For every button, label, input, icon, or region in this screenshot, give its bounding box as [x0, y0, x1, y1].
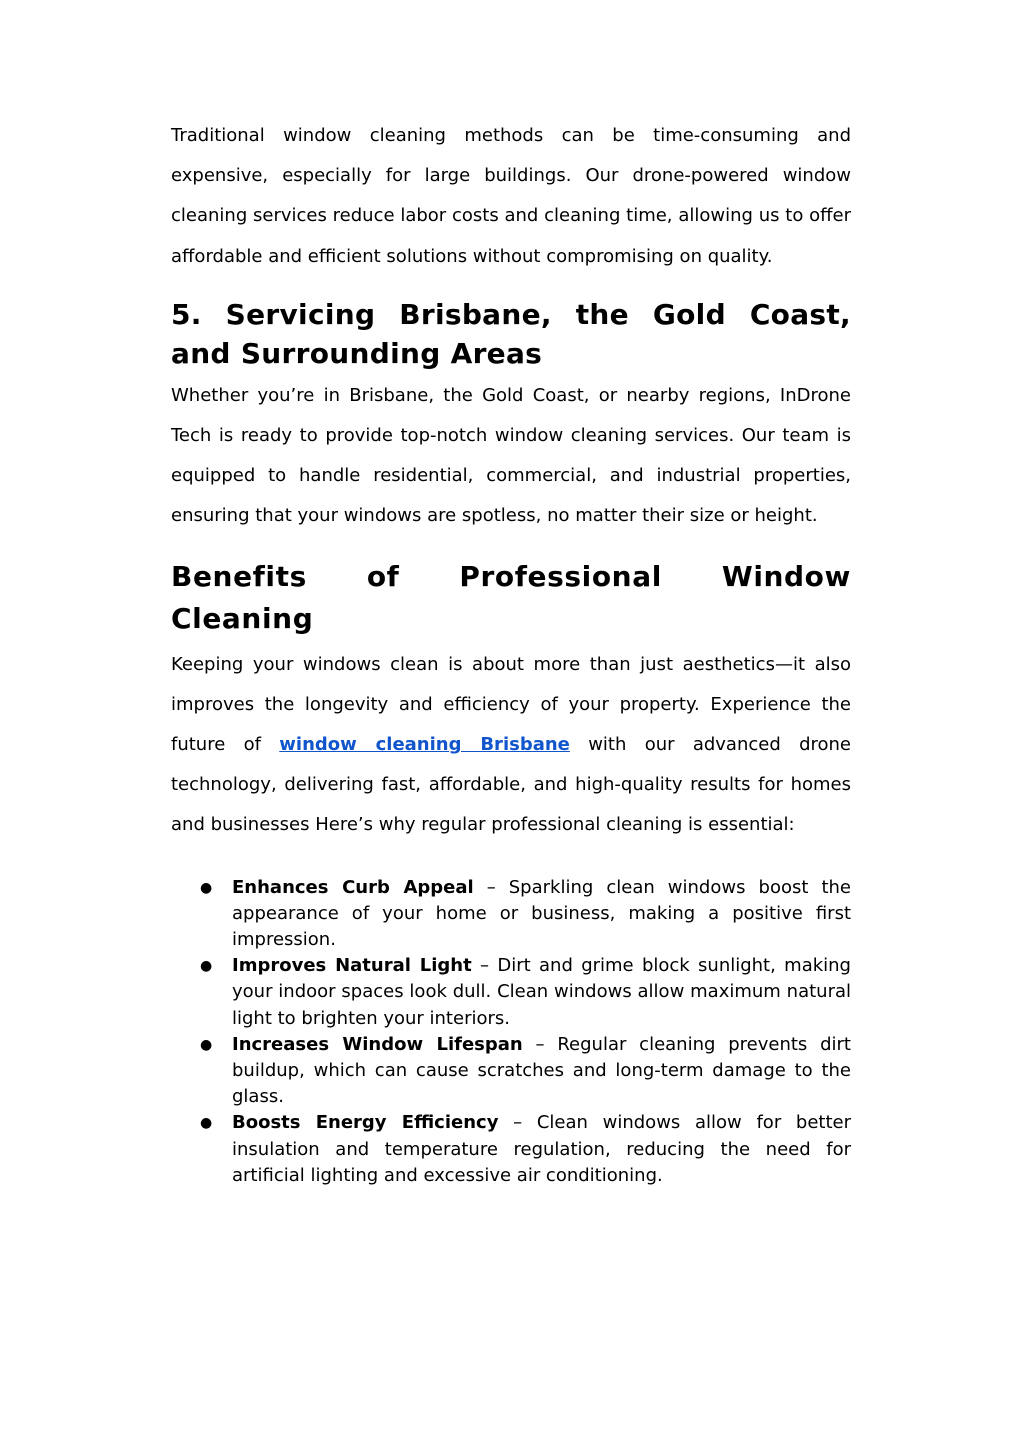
- section-heading-service-areas: 5. Servicing Brisbane, the Gold Coast, and Surrounding Areas: [171, 297, 851, 370]
- list-item-text: – Regular cleaning prevents dirt buildup, which can cause scratches and long-term damage to the glass.: [232, 1033, 851, 1108]
- list-item-title: Enhances Curb Appeal: [232, 876, 474, 898]
- list-item-text: – Sparkling clean windows boost the appearance of your home or business, making a positive first impression.: [232, 876, 851, 951]
- bullet-icon: ●: [200, 1115, 213, 1132]
- list-item-text: – Clean windows allow for better insulation and temperature regulation, reducing the need for artificial lighting and excessive air conditioning.: [232, 1112, 852, 1186]
- bullet-icon: ●: [200, 879, 213, 896]
- bullet-icon: ●: [200, 958, 213, 975]
- list-item: [171, 875, 851, 954]
- list-item-title: Boosts Energy Efficiency: [232, 1112, 499, 1134]
- benefits-list: [171, 875, 851, 1189]
- intro-paragraph: Traditional window cleaning methods can be time-consuming and expensive, especially for large buildings. Our drone-powered window cleaning services reduce labor costs and cleaning time, allowing us to offer affordable and efficient solutions without compromising on quality.: [171, 125, 851, 267]
- list-item-title: Increases Window Lifespan: [232, 1033, 523, 1055]
- bullet-icon: ●: [200, 1036, 213, 1053]
- window-cleaning-brisbane-link[interactable]: window cleaning Brisbane: [279, 734, 570, 756]
- list-item-title: Improves Natural Light: [232, 955, 472, 977]
- service-areas-paragraph: Whether you’re in Brisbane, the Gold Coast, or nearby regions, InDrone Tech is ready to provide top-notch window cleaning services. Our team is equipped to handle residential, commercial, and industrial properties, ensuring that your windows are spotless, no matter their size or height.: [171, 384, 851, 527]
- list-item: [171, 1032, 851, 1111]
- benefits-paragraph-text-before-link: Keeping your windows clean is about more than just aesthetics—it also improves the longevity and efficiency of your property. Experience the future of: [171, 653, 851, 756]
- section-heading-benefits: Benefits of Professional Window Cleaning: [171, 559, 851, 635]
- benefits-paragraph-text-after-link: with our advanced drone technology, delivering fast, affordable, and high-quality results for homes and businesses Here’s why regular professional cleaning is essential:: [171, 734, 851, 836]
- list-item: [171, 953, 851, 1032]
- document-page: [171, 116, 851, 1189]
- list-item: [171, 1110, 851, 1189]
- list-item-text: – Dirt and grime block sunlight, making your indoor spaces look dull. Clean windows allow maximum natural light to brighten your interiors.: [232, 955, 851, 1029]
- benefits-paragraph: [171, 645, 851, 846]
